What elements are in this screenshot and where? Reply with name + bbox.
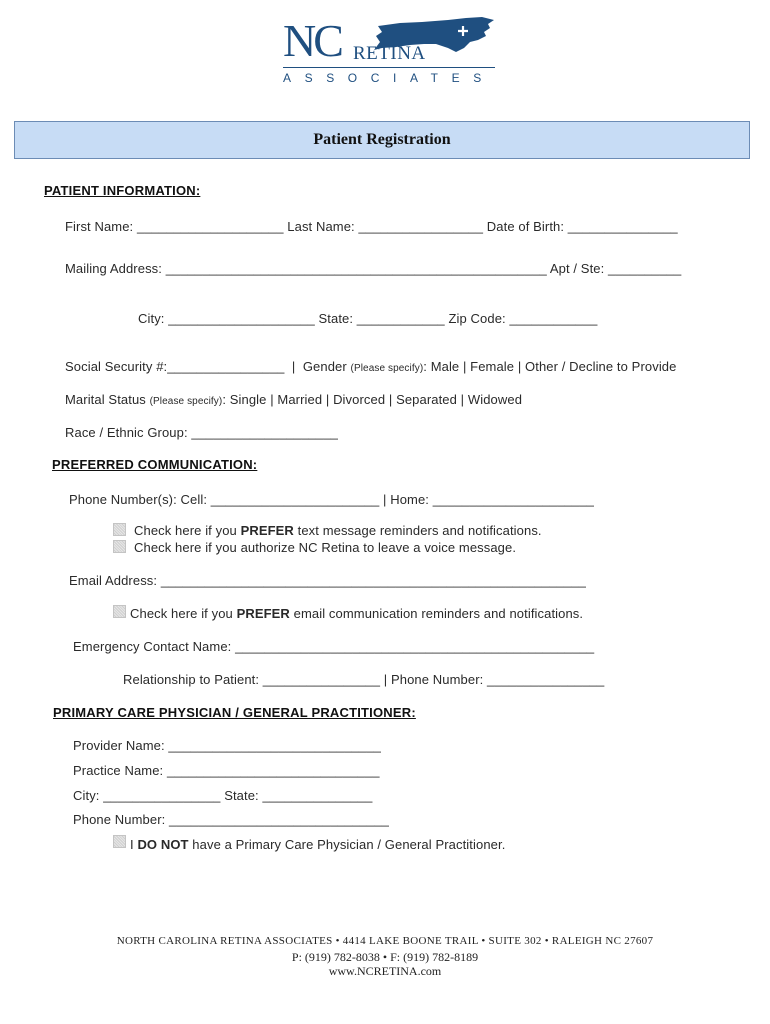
sms-label-bold: PREFER <box>240 523 294 538</box>
communication-heading: PREFERRED COMMUNICATION: <box>52 457 258 472</box>
marital-label: Marital Status <box>65 392 150 407</box>
physician-city-state-field[interactable]: City: ________________ State: _______________ <box>73 788 373 803</box>
practice-name-field[interactable]: Practice Name: _____________________________ <box>73 763 380 778</box>
no-physician-checkbox[interactable] <box>113 835 126 848</box>
page-title: Patient Registration <box>313 131 451 148</box>
phone-numbers-field[interactable]: Phone Number(s): Cell: _______________________ | Home: ______________________ <box>69 492 594 507</box>
no-physician-bold: DO NOT <box>137 837 189 852</box>
footer-address: NORTH CAROLINA RETINA ASSOCIATES • 4414 LAKE BOONE TRAIL • SUITE 302 • RALEIGH NC 27607 <box>116 935 654 947</box>
email-address-field[interactable]: Email Address: __________________________________________________________ <box>69 573 586 588</box>
footer-phone: P: (919) 782-8038 • F: (919) 782-8189 <box>291 950 479 964</box>
no-physician-pre: I <box>130 837 138 852</box>
gender-options: : Male | Female | Other / Decline to Provide <box>423 359 677 374</box>
gender-hint: (Please specify) <box>350 363 424 374</box>
voice-checkbox-label: Check here if you authorize NC Retina to leave a voice message. <box>134 540 517 555</box>
marital-status-row[interactable] <box>65 392 522 407</box>
email-label-bold: PREFER <box>236 606 290 621</box>
logo-associates-text: ASSOCIATES <box>283 71 495 85</box>
patient-info-heading: PATIENT INFORMATION: <box>44 183 201 198</box>
no-physician-label <box>130 837 505 852</box>
relationship-phone-field[interactable]: Relationship to Patient: ________________ | Phone Number: ________________ <box>123 672 605 687</box>
ssn-gender-label: Social Security #:________________ | Gender <box>65 359 351 374</box>
email-label-pre: Check here if you <box>130 606 237 621</box>
email-checkbox[interactable] <box>113 605 126 618</box>
footer-website[interactable]: www.NCRETINA.com <box>328 964 442 978</box>
ssn-gender-row[interactable] <box>65 359 676 374</box>
physician-heading: PRIMARY CARE PHYSICIAN / GENERAL PRACTITIONER: <box>53 705 416 720</box>
sms-label-pre: Check here if you <box>134 523 241 538</box>
email-label-post: email communication reminders and notifications. <box>289 606 584 621</box>
race-field[interactable]: Race / Ethnic Group: ____________________ <box>65 425 338 440</box>
marital-hint: (Please specify) <box>149 396 223 407</box>
name-dob-fields[interactable]: First Name: ____________________ Last Name: _________________ Date of Birth: _______________ <box>65 219 678 234</box>
no-physician-post: have a Primary Care Physician / General Practitioner. <box>188 837 506 852</box>
marital-options: : Single | Married | Divorced | Separated | Widowed <box>222 392 523 407</box>
city-state-zip-fields[interactable]: City: ____________________ State: ____________ Zip Code: ____________ <box>138 311 598 326</box>
emergency-contact-field[interactable]: Emergency Contact Name: _________________________________________________ <box>73 639 595 654</box>
logo-retina-text: RETINA <box>353 43 426 64</box>
voice-checkbox[interactable] <box>113 540 126 553</box>
sms-label-post: text message reminders and notifications. <box>293 523 542 538</box>
logo-divider <box>283 67 495 68</box>
mailing-address-field[interactable]: Mailing Address: ____________________________________________________ Apt / Ste: __________ <box>65 261 682 276</box>
sms-checkbox-label <box>134 523 542 538</box>
email-checkbox-label <box>130 606 583 621</box>
logo-nc-text: NC <box>283 15 341 66</box>
sms-checkbox[interactable] <box>113 523 126 536</box>
provider-name-field[interactable]: Provider Name: _____________________________ <box>73 738 381 753</box>
physician-phone-field[interactable]: Phone Number: ______________________________ <box>73 812 389 827</box>
